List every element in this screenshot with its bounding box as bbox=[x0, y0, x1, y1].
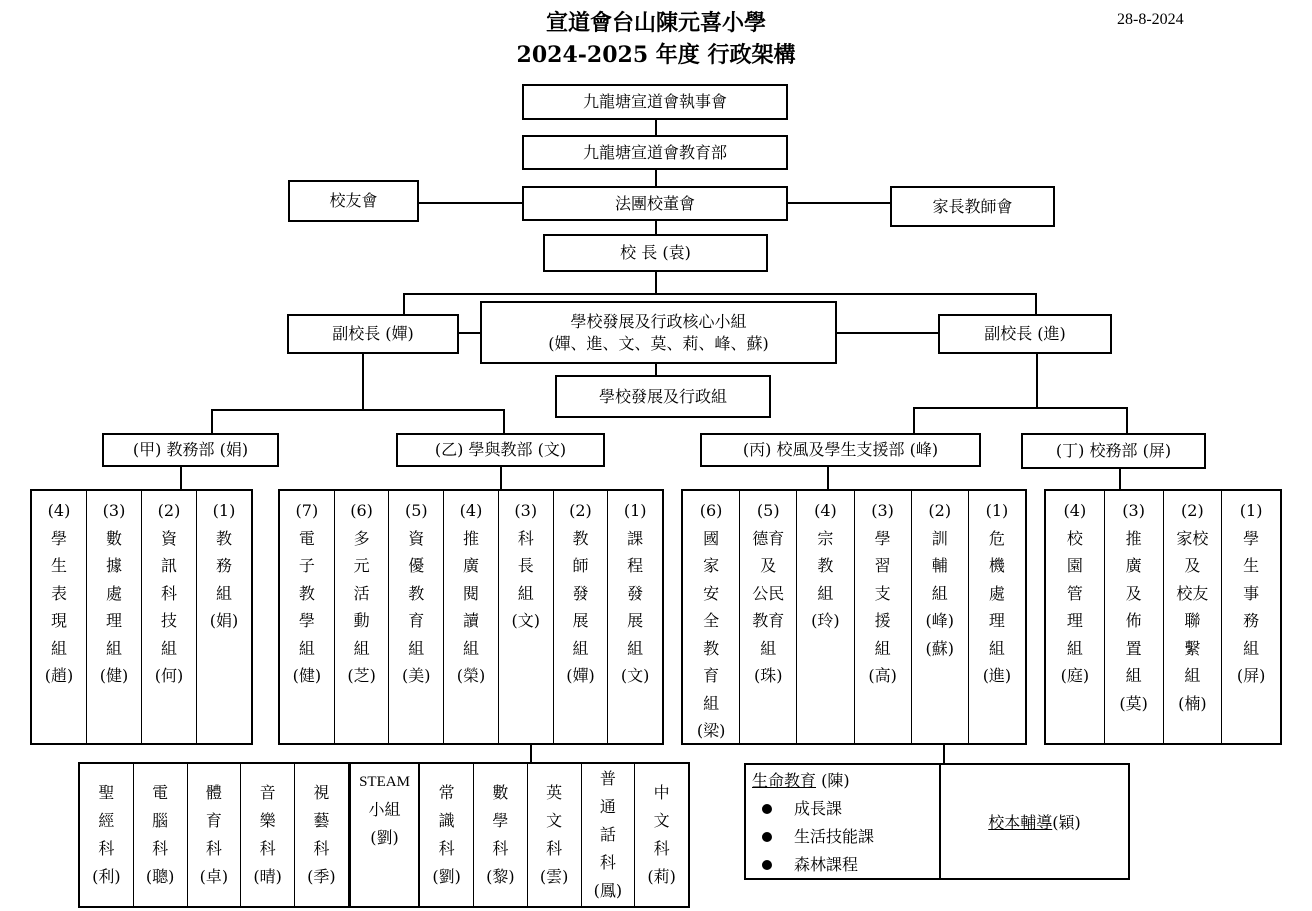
group-name-char: 安 bbox=[703, 583, 720, 603]
life-education-box bbox=[744, 763, 1130, 880]
group-person: (蘇) bbox=[925, 638, 955, 658]
group-column bbox=[280, 491, 335, 743]
group-name-char: 表 bbox=[50, 583, 67, 603]
group-person: (芝) bbox=[347, 666, 376, 685]
group-name-char: 推 bbox=[463, 528, 480, 548]
group-name-char: 家 bbox=[703, 556, 720, 575]
subject-name-char: 科 bbox=[313, 839, 330, 858]
group-text bbox=[1119, 497, 1148, 717]
group-name-char: 及 bbox=[1184, 556, 1201, 575]
group-name-char: 技 bbox=[160, 611, 177, 630]
group-name-char: 教 bbox=[572, 528, 589, 548]
subject-name-char: 科 bbox=[205, 839, 222, 858]
subject-name-char: 藝 bbox=[313, 811, 330, 830]
group-name-char: 組 bbox=[105, 638, 122, 658]
group-name-char: 教 bbox=[215, 528, 232, 548]
connector-core-right bbox=[836, 332, 939, 334]
group-name-char: 組 bbox=[874, 638, 891, 658]
group-name-char: 學 bbox=[874, 528, 891, 548]
group-text bbox=[1176, 497, 1208, 717]
connector-vp-left bbox=[403, 293, 405, 315]
group-text bbox=[457, 497, 486, 690]
group-column bbox=[87, 491, 142, 743]
group-number: (1) bbox=[212, 501, 236, 520]
group-name-char: 元 bbox=[353, 556, 370, 575]
group-text bbox=[100, 497, 129, 690]
school-tutoring-cell bbox=[941, 765, 1128, 878]
group-name-char: 教 bbox=[298, 583, 315, 603]
subject-name-char: 科 bbox=[653, 839, 670, 858]
connector-bing bbox=[913, 407, 915, 435]
dept-jia-box: (甲) 教務部 (娟) bbox=[102, 433, 279, 467]
group-column bbox=[1046, 491, 1105, 743]
group-column bbox=[1222, 491, 1280, 743]
dev-group-box: 學校發展及行政組 bbox=[555, 375, 771, 418]
group-name-char: 閱 bbox=[463, 583, 480, 603]
group-name-char: 事 bbox=[1243, 583, 1260, 603]
group-name-char: 危 bbox=[988, 528, 1005, 548]
group-text bbox=[752, 497, 784, 690]
connector-yi bbox=[503, 409, 505, 435]
group-name-char: 務 bbox=[1243, 611, 1260, 630]
group-number: (6) bbox=[699, 501, 723, 520]
connector-life bbox=[943, 743, 945, 763]
group-name-char: 訓 bbox=[931, 528, 948, 548]
group-column bbox=[554, 491, 609, 743]
group-name-char: 理 bbox=[1066, 611, 1083, 630]
connector-vp-bar bbox=[403, 293, 1036, 295]
group-name-char: 學 bbox=[1243, 528, 1260, 548]
group-name-char: 組 bbox=[517, 583, 534, 603]
principal-box: 校 長 (袁) bbox=[543, 234, 768, 272]
subject-name-char: 普 bbox=[599, 769, 616, 788]
subject-name-char: 視 bbox=[313, 783, 330, 802]
subject-name-char: 話 bbox=[599, 825, 616, 844]
group-person: (健) bbox=[292, 666, 322, 685]
group-name-char: 發 bbox=[627, 583, 644, 603]
group-name-char: 資 bbox=[160, 528, 177, 548]
connector-yi-groups bbox=[500, 466, 502, 490]
school-tutoring-label: 校本輔導 bbox=[988, 813, 1053, 832]
group-name-char: 校 bbox=[1066, 528, 1083, 548]
connector-core-left bbox=[458, 332, 482, 334]
subject-name-char: 小組 bbox=[368, 800, 401, 819]
group-person: (趙) bbox=[44, 666, 74, 685]
core-group-line1: 學校發展及行政核心小組 bbox=[570, 311, 747, 331]
group-name-char: 德育 bbox=[752, 528, 785, 548]
group-name-char: 多 bbox=[353, 528, 370, 548]
groups-yi-grid bbox=[278, 489, 664, 745]
dept-bing-box: (丙) 校風及學生支援部 (峰) bbox=[700, 433, 981, 467]
subject-name-char: 文 bbox=[546, 811, 563, 830]
group-column bbox=[855, 491, 912, 743]
group-name-char: 繫 bbox=[1184, 638, 1201, 658]
group-person: (健) bbox=[99, 666, 129, 685]
group-name-char: 組 bbox=[703, 693, 720, 713]
group-person: (梁) bbox=[696, 721, 726, 740]
group-column bbox=[608, 491, 662, 743]
group-name-char: 育 bbox=[408, 611, 425, 630]
subject-person: (季) bbox=[307, 867, 336, 886]
group-name-char: 援 bbox=[874, 611, 891, 630]
group-name-char: 宗 bbox=[817, 528, 834, 548]
group-name-char: 組 bbox=[988, 638, 1005, 658]
group-person: (屏) bbox=[1236, 666, 1266, 685]
subject-name-char: STEAM bbox=[359, 774, 410, 790]
group-name-char: 組 bbox=[298, 638, 315, 658]
group-name-char: 展 bbox=[627, 611, 644, 630]
group-name-char: 組 bbox=[1066, 638, 1083, 658]
group-name-char: 訊 bbox=[160, 556, 177, 575]
group-name-char: 理 bbox=[988, 611, 1005, 630]
group-number: (3) bbox=[871, 501, 894, 520]
group-text bbox=[868, 497, 897, 690]
group-name-char: 科 bbox=[160, 583, 177, 603]
group-name-char: 展 bbox=[572, 611, 589, 630]
subjects-grid bbox=[78, 762, 690, 908]
group-number: (1) bbox=[985, 501, 1009, 520]
group-text bbox=[210, 497, 239, 635]
subject-name-char: 育 bbox=[205, 811, 222, 830]
group-number: (1) bbox=[623, 501, 647, 520]
group-name-char: 組 bbox=[627, 638, 644, 658]
group-name-char: 師 bbox=[572, 556, 589, 575]
group-text bbox=[402, 497, 431, 690]
group-name-char: 教 bbox=[703, 638, 720, 658]
group-number: (2) bbox=[569, 501, 592, 520]
group-column bbox=[1164, 491, 1223, 743]
subject-column bbox=[582, 764, 636, 906]
group-name-char: 資 bbox=[408, 528, 425, 548]
group-column bbox=[969, 491, 1025, 743]
connector-principal-down bbox=[655, 270, 657, 294]
group-name-char: 組 bbox=[408, 638, 425, 658]
group-name-char: 組 bbox=[1243, 638, 1260, 658]
group-name-char: 校友 bbox=[1176, 583, 1209, 603]
board-box: 法團校董會 bbox=[522, 186, 788, 221]
subject-name-char: 電 bbox=[152, 783, 169, 802]
subject-column bbox=[241, 764, 295, 906]
subject-name-char: 經 bbox=[98, 811, 115, 830]
exec-council-box: 九龍塘宣道會執事會 bbox=[522, 84, 788, 120]
group-name-char: 科 bbox=[517, 528, 534, 548]
group-name-char: 組 bbox=[463, 638, 480, 658]
subject-name-char: 科 bbox=[492, 839, 509, 858]
group-name-char: 教 bbox=[817, 556, 834, 575]
subject-person: (黎) bbox=[486, 867, 515, 886]
group-name-char: 學 bbox=[50, 528, 67, 548]
subject-person: (雲) bbox=[539, 867, 569, 886]
group-name-char: 輔 bbox=[931, 556, 948, 575]
subject-column bbox=[295, 764, 349, 906]
group-name-char: 程 bbox=[627, 556, 644, 575]
group-column bbox=[444, 491, 499, 743]
subject-column bbox=[474, 764, 528, 906]
group-text bbox=[926, 497, 955, 662]
group-number: (2) bbox=[1181, 501, 1204, 520]
group-person: (嬋) bbox=[566, 666, 595, 685]
connector-vpr-down bbox=[1036, 352, 1038, 408]
group-name-char: 數 bbox=[105, 528, 122, 548]
group-number: (6) bbox=[350, 501, 373, 520]
group-name-char: 公民 bbox=[752, 583, 785, 603]
group-name-char: 組 bbox=[1125, 666, 1142, 685]
group-name-char: 理 bbox=[105, 611, 122, 630]
subject-name-char: 科 bbox=[259, 839, 276, 858]
subject-name-char: 學 bbox=[492, 811, 509, 830]
group-name-char: 佈 bbox=[1125, 611, 1142, 630]
group-column bbox=[1105, 491, 1164, 743]
group-name-char: 置 bbox=[1125, 638, 1142, 658]
group-name-char: 組 bbox=[1184, 666, 1201, 685]
group-column bbox=[335, 491, 390, 743]
subject-name-char: 英 bbox=[546, 783, 563, 802]
subject-person: (劉) bbox=[432, 867, 461, 886]
group-name-char: 管 bbox=[1066, 583, 1083, 603]
group-name-char: 組 bbox=[160, 638, 177, 658]
subject-name-char: 識 bbox=[438, 811, 455, 830]
subject-name-char: 聖 bbox=[98, 783, 115, 802]
group-name-char: 課 bbox=[627, 528, 644, 548]
group-name-char: 電 bbox=[298, 528, 315, 548]
group-name-char: 務 bbox=[215, 556, 232, 575]
group-number: (5) bbox=[404, 501, 428, 520]
subject-person: (鳳) bbox=[593, 881, 623, 900]
connector-jia-groups bbox=[180, 466, 182, 490]
core-group-line2: (嬋、進、文、莫、莉、峰、蘇) bbox=[548, 333, 769, 353]
group-text bbox=[45, 497, 74, 690]
group-name-char: 組 bbox=[353, 638, 370, 658]
group-name-char: 及 bbox=[1125, 583, 1142, 603]
group-name-char: 發 bbox=[572, 583, 589, 603]
group-number: (3) bbox=[1122, 501, 1145, 520]
group-number: (2) bbox=[157, 501, 181, 520]
group-column bbox=[499, 491, 554, 743]
alumni-box: 校友會 bbox=[288, 180, 419, 222]
connector-vp-right bbox=[1035, 293, 1037, 315]
group-text bbox=[1237, 497, 1266, 690]
connector-jia-yi-bar bbox=[211, 409, 504, 411]
group-name-char: 教育 bbox=[752, 611, 785, 630]
group-number: (1) bbox=[1239, 501, 1263, 520]
group-text bbox=[347, 497, 376, 690]
group-name-char: 全 bbox=[703, 611, 720, 630]
group-person: (高) bbox=[868, 666, 897, 685]
group-name-char: 組 bbox=[817, 583, 834, 603]
group-person: (楠) bbox=[1178, 693, 1207, 713]
subject-person: (莉) bbox=[647, 867, 676, 886]
subject-name-char: 科 bbox=[98, 839, 115, 858]
group-name-char: 長 bbox=[517, 556, 534, 575]
group-person: (珠) bbox=[754, 666, 783, 685]
subject-name-char: 中 bbox=[653, 783, 670, 802]
dept-yi-box: (乙) 學與教部 (文) bbox=[396, 433, 605, 467]
pta-box: 家長教師會 bbox=[890, 186, 1055, 227]
group-name-char: 生 bbox=[1243, 556, 1260, 575]
group-name-char: 機 bbox=[988, 556, 1005, 575]
connector-core-dev bbox=[655, 362, 657, 376]
subject-column bbox=[635, 764, 688, 906]
group-person: (進) bbox=[982, 666, 1012, 685]
group-person: (文) bbox=[511, 611, 540, 630]
life-item: 生活技能課 bbox=[752, 823, 933, 851]
subject-person: (晴) bbox=[253, 867, 282, 886]
group-name-char: 生 bbox=[50, 556, 67, 575]
group-text bbox=[811, 497, 840, 635]
group-person: (榮) bbox=[456, 666, 486, 685]
subject-person: (利) bbox=[92, 867, 121, 886]
group-column bbox=[683, 491, 740, 743]
group-text bbox=[155, 497, 184, 690]
subject-column bbox=[134, 764, 188, 906]
group-person: (庭) bbox=[1060, 666, 1090, 685]
subject-name-char: 科 bbox=[546, 839, 563, 858]
group-number: (4) bbox=[47, 501, 71, 520]
subject-person: (劉) bbox=[370, 828, 399, 847]
group-number: (4) bbox=[459, 501, 483, 520]
group-name-char: 讀 bbox=[463, 611, 480, 630]
group-person: (美) bbox=[402, 666, 431, 685]
group-text bbox=[983, 497, 1012, 690]
subject-name-char: 科 bbox=[599, 853, 616, 872]
connector-vpl-down bbox=[362, 352, 364, 410]
subject-name-char: 數 bbox=[492, 783, 509, 802]
education-dept-box: 九龍塘宣道會教育部 bbox=[522, 135, 788, 170]
group-name-char: 據 bbox=[105, 556, 122, 575]
groups-ding-grid bbox=[1044, 489, 1282, 745]
life-education-title: 生命教育 (陳) bbox=[752, 771, 850, 790]
group-number: (5) bbox=[756, 501, 780, 520]
subject-column bbox=[420, 764, 474, 906]
life-items-list bbox=[752, 795, 933, 879]
group-name-char: 組 bbox=[572, 638, 589, 658]
group-column bbox=[797, 491, 854, 743]
subject-name-char: 常 bbox=[438, 783, 455, 802]
group-name-char: 子 bbox=[298, 556, 315, 575]
group-column bbox=[740, 491, 797, 743]
group-number: (2) bbox=[928, 501, 952, 520]
group-column bbox=[142, 491, 197, 743]
connector-subjects bbox=[530, 743, 532, 763]
subject-name-char: 音 bbox=[259, 783, 276, 802]
group-name-char: 組 bbox=[760, 638, 777, 658]
group-column bbox=[912, 491, 969, 743]
core-group-box bbox=[480, 301, 837, 364]
groups-bing-grid bbox=[681, 489, 1027, 745]
group-name-char: 育 bbox=[703, 666, 720, 685]
group-name-char: 國 bbox=[703, 528, 720, 548]
group-number: (3) bbox=[102, 501, 126, 520]
group-name-char: 處 bbox=[988, 583, 1005, 603]
subject-column bbox=[188, 764, 242, 906]
connector-ding bbox=[1126, 407, 1128, 435]
group-name-char: 優 bbox=[408, 556, 425, 575]
subject-column bbox=[80, 764, 134, 906]
group-column bbox=[389, 491, 444, 743]
chart-subtitle: 2024-2025 年度 行政架構 bbox=[516, 42, 796, 68]
group-name-char: 活 bbox=[353, 583, 370, 603]
group-name-char: 廣 bbox=[463, 556, 480, 575]
group-number: (7) bbox=[295, 501, 319, 520]
group-text bbox=[697, 497, 726, 745]
group-name-char: 及 bbox=[760, 556, 777, 575]
group-number: (3) bbox=[514, 501, 538, 520]
group-person: (玲) bbox=[811, 611, 840, 630]
group-name-char: 聯 bbox=[1184, 611, 1201, 630]
subject-column bbox=[528, 764, 582, 906]
group-text bbox=[293, 497, 322, 690]
group-name-char: 園 bbox=[1066, 556, 1083, 575]
chart-date: 28-8-2024 bbox=[1117, 11, 1184, 28]
subject-name-char: 通 bbox=[599, 797, 616, 816]
group-name-char: 現 bbox=[50, 611, 67, 630]
group-column bbox=[197, 491, 251, 743]
life-education-list bbox=[746, 765, 941, 878]
group-text bbox=[1061, 497, 1090, 690]
subject-person: (聰) bbox=[145, 867, 175, 886]
subject-name-char: 科 bbox=[152, 839, 169, 858]
school-tutoring-person: (穎) bbox=[1052, 813, 1081, 832]
group-name-char: 組 bbox=[215, 583, 232, 603]
group-name-char: 處 bbox=[105, 583, 122, 603]
subject-name-char: 科 bbox=[438, 839, 455, 858]
subject-name-char: 文 bbox=[653, 811, 670, 830]
group-name-char: 推 bbox=[1125, 528, 1142, 548]
group-name-char: 支 bbox=[874, 583, 891, 603]
group-name-char: 組 bbox=[50, 638, 67, 658]
connector-jia bbox=[211, 409, 213, 435]
group-person: (娟) bbox=[209, 611, 239, 630]
group-number: (4) bbox=[814, 501, 837, 520]
connector-bing-groups bbox=[827, 466, 829, 490]
vp-left-box: 副校長 (嬋) bbox=[287, 314, 459, 354]
life-item: 成長課 bbox=[752, 795, 933, 823]
vp-right-box: 副校長 (進) bbox=[938, 314, 1112, 354]
group-name-char: 組 bbox=[931, 583, 948, 603]
groups-jia-grid bbox=[30, 489, 253, 745]
group-person: (文) bbox=[620, 666, 650, 685]
group-number: (4) bbox=[1063, 501, 1087, 520]
dept-ding-box: (丁) 校務部 (屏) bbox=[1021, 433, 1206, 469]
group-text bbox=[621, 497, 650, 690]
group-name-char: 廣 bbox=[1125, 556, 1142, 575]
life-item: 森林課程 bbox=[752, 851, 933, 879]
group-person: (峰) bbox=[925, 611, 955, 630]
subject-name-char: 樂 bbox=[259, 811, 276, 830]
group-text bbox=[566, 497, 595, 690]
connector-ding-groups bbox=[1119, 468, 1121, 490]
group-name-char: 學 bbox=[298, 611, 315, 630]
group-person: (何) bbox=[154, 666, 184, 685]
group-person: (莫) bbox=[1119, 693, 1148, 713]
group-name-char: 動 bbox=[353, 611, 370, 630]
subject-column bbox=[349, 764, 421, 906]
subject-name-char: 腦 bbox=[152, 811, 169, 830]
subject-name-char: 體 bbox=[205, 783, 222, 802]
subject-person: (卓) bbox=[199, 867, 229, 886]
group-text bbox=[511, 497, 540, 635]
group-name-char: 家校 bbox=[1176, 528, 1209, 548]
school-name: 宣道會台山陳元喜小學 bbox=[545, 10, 766, 36]
group-name-char: 教 bbox=[408, 583, 425, 603]
connector-bing-ding-bar bbox=[913, 407, 1127, 409]
group-column bbox=[32, 491, 87, 743]
group-name-char: 習 bbox=[874, 556, 891, 575]
